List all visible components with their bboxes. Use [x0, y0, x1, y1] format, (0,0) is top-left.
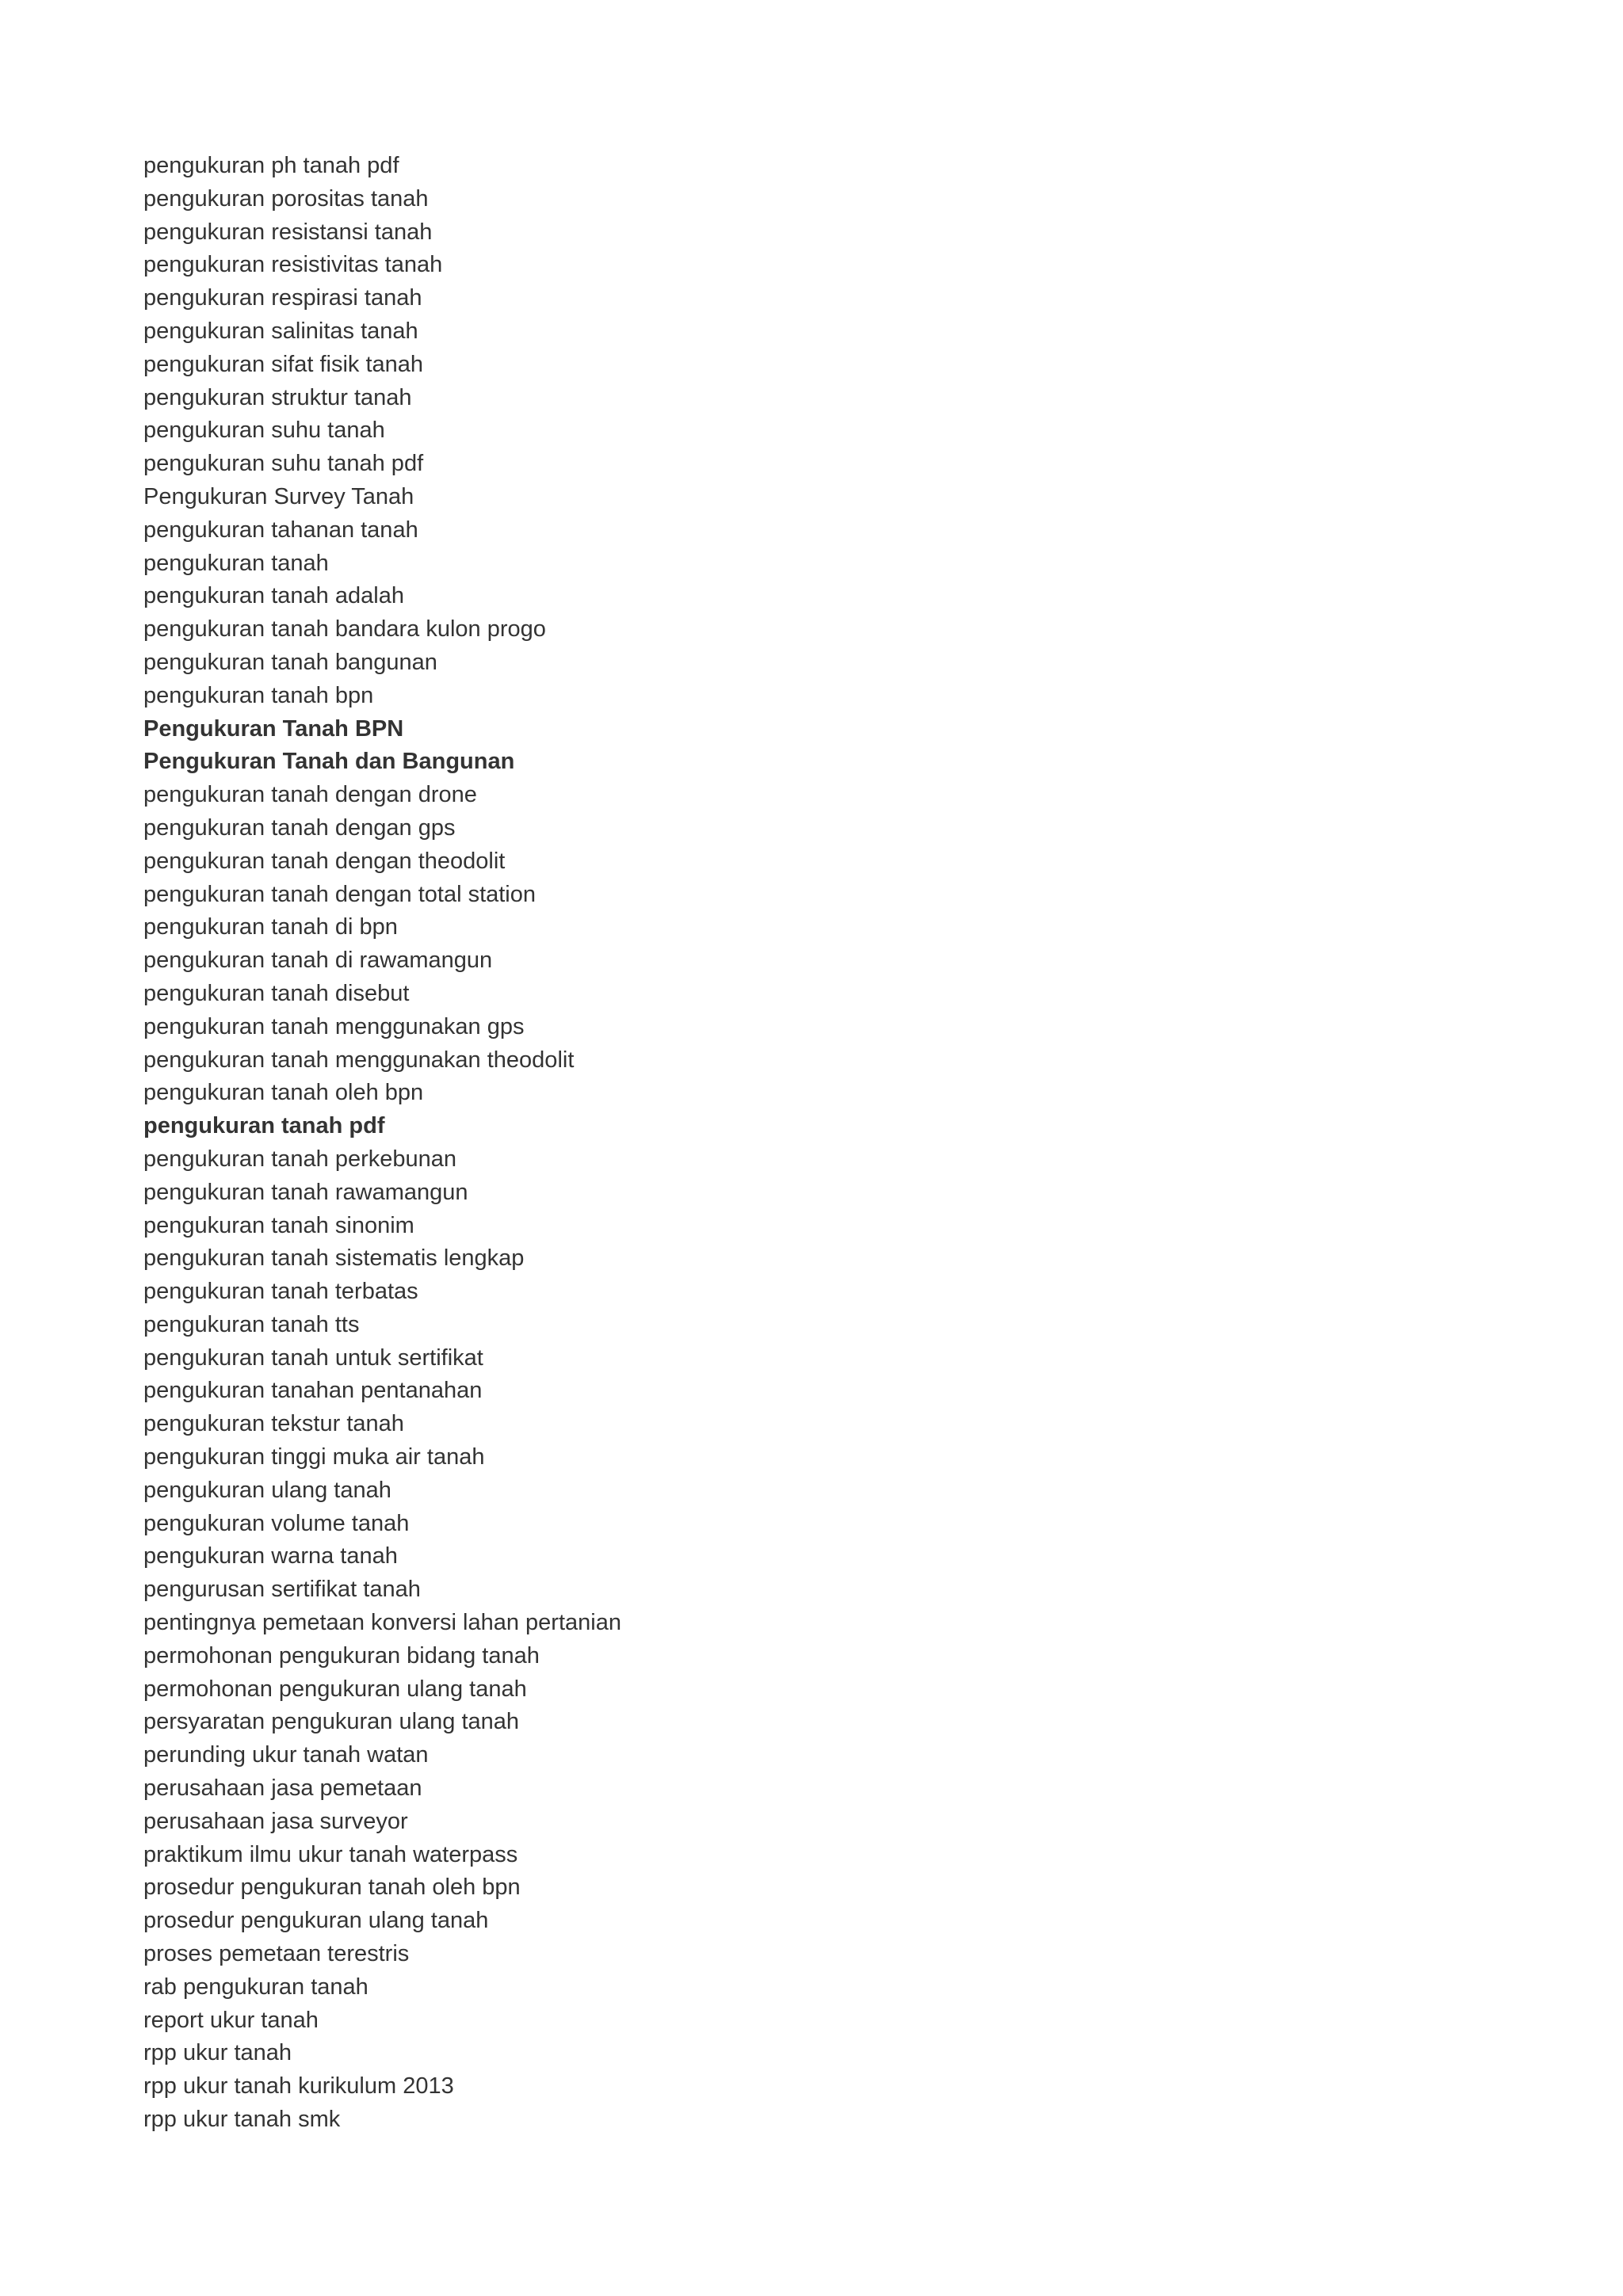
- list-item: pengukuran tahanan tanah: [143, 517, 418, 543]
- list-item: pengukuran porositas tanah: [143, 185, 429, 212]
- list-item: pengukuran tanah oleh bpn: [143, 1080, 424, 1106]
- list-item: pengukuran suhu tanah pdf: [143, 451, 424, 477]
- list-item: pengukuran tanah dengan total station: [143, 881, 537, 907]
- list-item: Pengukuran Tanah dan Bangunan: [143, 749, 515, 775]
- list-item: rpp ukur tanah: [143, 2040, 292, 2066]
- list-item: pengukuran tanah: [143, 550, 329, 576]
- list-item: pengukuran sifat fisik tanah: [143, 351, 424, 377]
- list-item: proses pemetaan terestris: [143, 1941, 410, 1967]
- list-item: pengukuran tanah pdf: [143, 1113, 385, 1139]
- list-item: pengukuran respirasi tanah: [143, 285, 422, 311]
- list-item: rab pengukuran tanah: [143, 1974, 369, 2000]
- list-item: pengukuran tanah bangunan: [143, 649, 437, 675]
- list-item: pengukuran tanah dengan drone: [143, 782, 477, 808]
- list-item: report ukur tanah: [143, 2007, 319, 2033]
- list-item: pengukuran salinitas tanah: [143, 318, 418, 344]
- list-item: pengukuran resistansi tanah: [143, 219, 433, 245]
- list-item: pengukuran warna tanah: [143, 1543, 398, 1569]
- keyword-list: [143, 150, 1507, 2137]
- list-item: perusahaan jasa surveyor: [143, 1806, 1507, 1839]
- list-item: pengukuran resistivitas tanah: [143, 252, 443, 278]
- list-item: praktikum ilmu ukur tanah waterpass: [143, 1841, 518, 1867]
- list-item: pengukuran tanah untuk sertifikat: [143, 1344, 483, 1371]
- list-item: pengukuran ph tanah pdf: [143, 153, 399, 178]
- list-item: persyaratan pengukuran ulang tanah: [143, 1709, 520, 1735]
- list-item: permohonan pengukuran bidang tanah: [143, 1642, 540, 1669]
- list-item: pengukuran tanah di rawamangun: [143, 948, 493, 974]
- list-item: pengukuran tanah perkebunan: [143, 1146, 457, 1172]
- list-item: pengukuran volume tanah: [143, 1510, 410, 1536]
- list-item: pengukuran tanah di bpn: [143, 914, 398, 940]
- list-item: Pengukuran Tanah BPN: [143, 715, 404, 742]
- list-item: rpp ukur tanah smk: [143, 2107, 341, 2133]
- list-item: rpp ukur tanah kurikulum 2013: [143, 2073, 454, 2100]
- list-item: pengukuran tanah tts: [143, 1311, 360, 1337]
- list-item: pengukuran tanah bpn: [143, 682, 374, 708]
- list-item: pengukuran suhu tanah: [143, 418, 385, 444]
- list-item: pengukuran tanah terbatas: [143, 1279, 418, 1305]
- list-item: pengukuran tanah bandara kulon progo: [143, 616, 546, 643]
- list-item: permohonan pengukuran ulang tanah: [143, 1676, 527, 1702]
- list-item: pengukuran tanah sinonim: [143, 1212, 414, 1238]
- list-item: pentingnya pemetaan konversi lahan pertanian: [143, 1610, 621, 1636]
- list-item: pengukuran tanah sistematis lengkap: [143, 1245, 525, 1272]
- list-item: pengukuran tanahan pentanahan: [143, 1378, 483, 1404]
- list-item: Pengukuran Survey Tanah: [143, 483, 414, 509]
- list-item: prosedur pengukuran ulang tanah: [143, 1908, 489, 1934]
- list-item: pengukuran tanah adalah: [143, 583, 404, 609]
- list-item: perunding ukur tanah watan: [143, 1742, 429, 1768]
- list-item: pengukuran tanah dengan theodolit: [143, 848, 506, 874]
- list-item: pengukuran tanah menggunakan gps: [143, 1013, 525, 1039]
- list-item: pengukuran tinggi muka air tanah: [143, 1444, 485, 1470]
- list-item: prosedur pengukuran tanah oleh bpn: [143, 1875, 521, 1901]
- list-item: pengukuran ulang tanah: [143, 1477, 391, 1503]
- list-item: pengukuran tekstur tanah: [143, 1411, 404, 1437]
- list-item: pengukuran tanah rawamangun: [143, 1179, 468, 1205]
- list-item: perusahaan jasa pemetaan: [143, 1775, 422, 1802]
- list-item: pengukuran struktur tanah: [143, 384, 412, 410]
- list-item: pengukuran tanah disebut: [143, 980, 410, 1006]
- list-item: pengurusan sertifikat tanah: [143, 1577, 421, 1603]
- list-item: pengukuran tanah menggunakan theodolit: [143, 1047, 575, 1073]
- list-item: pengukuran tanah dengan gps: [143, 814, 456, 841]
